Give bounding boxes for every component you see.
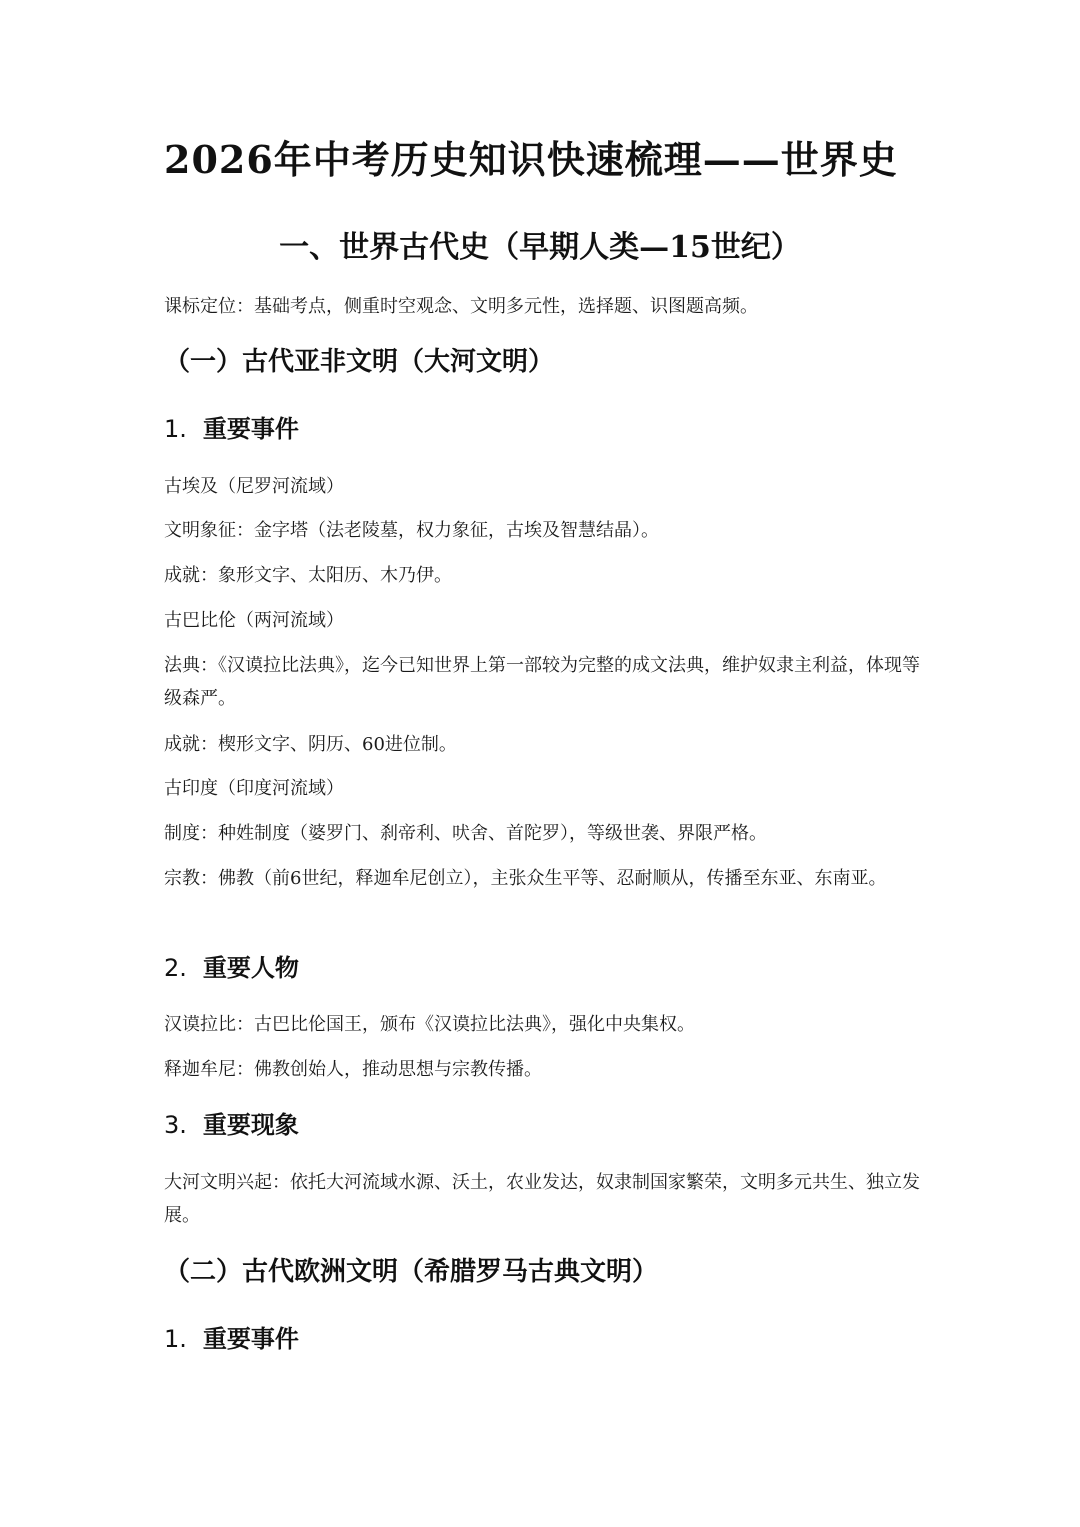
heading-label: 重要人物 [202,954,299,982]
heading-important-events [164,412,299,446]
heading-label: 重要现象 [202,1111,299,1139]
heading-label: 重要事件 [202,415,299,443]
heading-important-phenomena [164,1108,299,1142]
paragraph-hammurabi: 汉谟拉比：古巴比伦国王，颁布《汉谟拉比法典》，强化中央集权。 [164,1014,695,1035]
subsection-title-asia-africa: （一）古代亚非文明（大河文明） [164,347,555,377]
paragraph-river-civilization: 大河文明兴起：依托大河流域水源、沃土，农业发达，奴隶制国家繁荣，文明多元共生、独立发展。 [164,1172,920,1226]
paragraph-india-system: 制度：种姓制度（婆罗门、刹帝利、吠舍、首陀罗），等级世袭、界限严格。 [164,823,767,844]
paragraph-india: 古印度（印度河流域） [164,778,344,799]
paragraph-sakyamuni: 释迦牟尼：佛教创始人，推动思想与宗教传播。 [164,1059,542,1080]
heading-number: 1. [164,1325,187,1353]
heading-label: 重要事件 [202,1325,299,1353]
curriculum-note: 课标定位：基础考点，侧重时空观念、文明多元性，选择题、识图题高频。 [164,296,758,317]
paragraph-babylon-law: 法典：《汉谟拉比法典》，迄今已知世界上第一部较为完整的成文法典，维护奴隶主利益，体现等级森严。 [164,655,920,709]
heading-number: 2. [164,954,187,982]
heading-important-figures [164,951,299,985]
paragraph-babylon: 古巴比伦（两河流域） [164,610,344,631]
heading-important-events-europe [164,1322,299,1356]
paragraph-egypt: 古埃及（尼罗河流域） [164,476,344,497]
document-title: 2026年中考历史知识快速梳理——世界史 [164,137,898,182]
paragraph-egypt-achievement: 成就：象形文字、太阳历、木乃伊。 [164,565,452,586]
paragraph-india-religion: 宗教：佛教（前6世纪，释迦牟尼创立），主张众生平等、忍耐顺从，传播至东亚、东南亚。 [164,868,887,889]
heading-number: 3. [164,1111,187,1139]
paragraph-egypt-symbol: 文明象征：金字塔（法老陵墓，权力象征，古埃及智慧结晶）。 [164,520,659,541]
subsection-title-europe: （二）古代欧洲文明（希腊罗马古典文明） [164,1257,659,1287]
section-title-ancient-world: 一、世界古代史（早期人类—15世纪） [279,230,801,265]
paragraph-babylon-achievement: 成就：楔形文字、阴历、60进位制。 [164,734,457,755]
heading-number: 1. [164,415,187,443]
